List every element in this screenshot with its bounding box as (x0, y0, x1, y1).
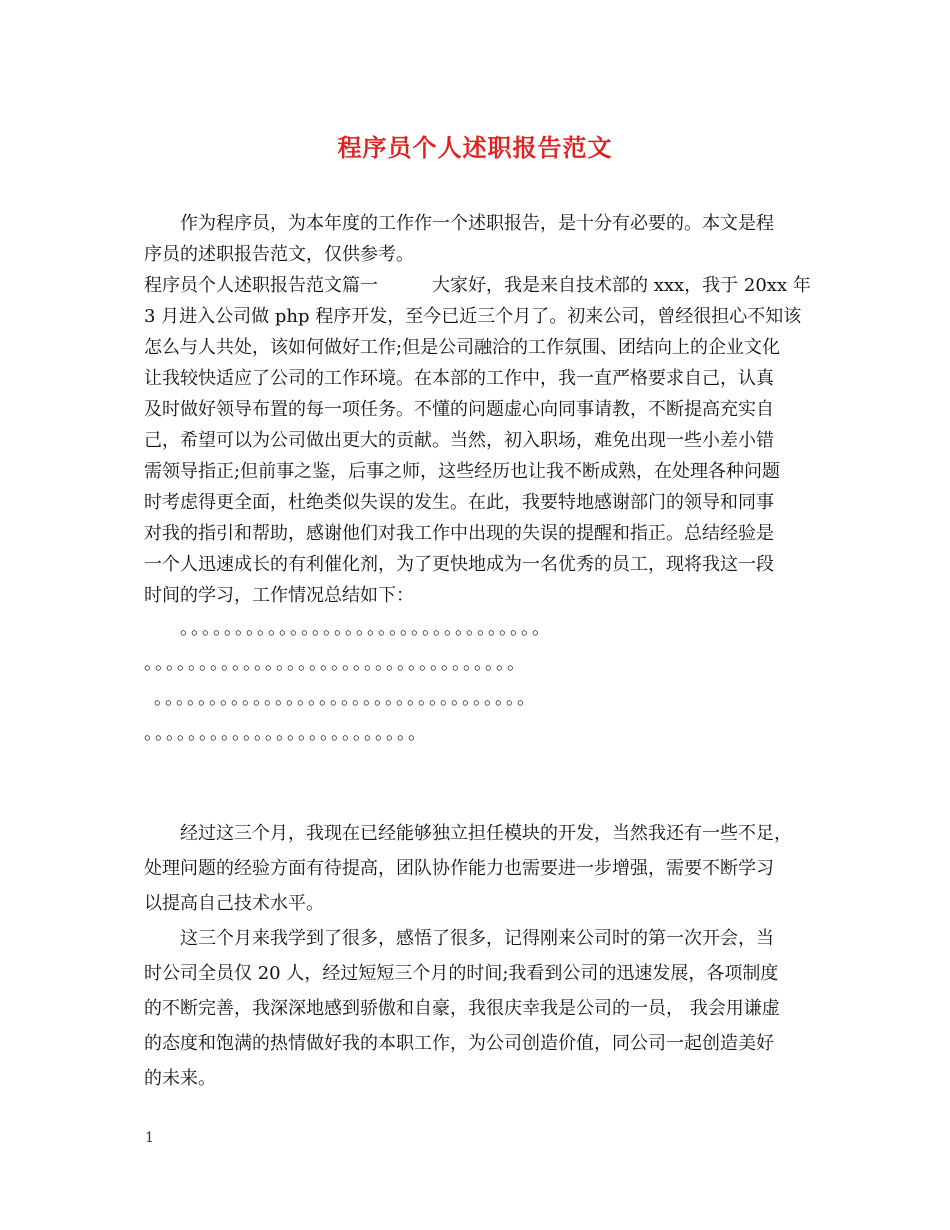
body-line: 己，希望可以为公司做出更大的贡献。当然，初入职场，难免出现一些小差小错 (144, 430, 774, 451)
body-line: 3 月进入公司做 php 程序开发，至今已近三个月了。初来公司，曾经很担心不知该 (144, 306, 802, 327)
body-line: 怎么与人共处，该如何做好工作;但是公司融洽的工作氛围、团结向上的企业文化 (144, 337, 781, 358)
body-line: 经过这三个月，我现在已经能够独立担任模块的开发，当然我还有一些不足， (180, 823, 792, 844)
body-line: 让我较快适应了公司的工作环境。在本部的工作中，我一直严格要求自己，认真 (144, 368, 774, 389)
ellipsis-line: 。。。。。。。。。。。。。。。。。。。。。。。。。。。。。。。。。 (180, 618, 552, 639)
ellipsis-line: 。。。。。。。。。。。。。。。。。。。。。。。。。 (144, 723, 428, 744)
body-line: 及时做好领导布置的每一项任务。不懂的问题虚心向同事请教，不断提高充实自 (144, 399, 774, 420)
body-line: 处理问题的经验方面有待提高，团队协作能力也需要进一步增强，需要不断学习 (144, 858, 774, 879)
body-line: 对我的指引和帮助，感谢他们对我工作中出现的失误的提醒和指正。总结经验是 (144, 523, 774, 544)
document-body-section-2 (144, 816, 812, 1096)
document-title: 程序员个人述职报告范文 (337, 133, 613, 162)
body-line: 时间的学习，工作情况总结如下： (144, 585, 414, 606)
page-number: 1 (145, 1130, 154, 1146)
intro-line: 作为程序员，为本年度的工作作一个述职报告，是十分有必要的。本文是程 (180, 213, 774, 234)
body-line: 时考虑得更全面，杜绝类似失误的发生。在此，我要特地感谢部门的领导和同事 (144, 492, 774, 513)
body-line: 的不断完善，我深深地感到骄傲和自豪，我很庆幸我是公司的一员， 我会用谦虚 (144, 998, 780, 1019)
body-line: 的未来。 (144, 1068, 216, 1089)
body-line: 这三个月来我学到了很多，感悟了很多，记得刚来公司时的第一次开会，当 (180, 928, 774, 949)
body-line: 需领导指正;但前事之鉴，后事之师，这些经历也让我不断成熟，在处理各种问题 (144, 461, 781, 482)
body-line: 一个人迅速成长的有利催化剂，为了更快地成为一名优秀的员工，现将我这一段 (144, 554, 774, 575)
ellipsis-line: 。。。。。。。。。。。。。。。。。。。。。。。。。。。。。。。。。。 (144, 653, 527, 674)
body-line: 时公司全员仅 20 人，经过短短三个月的时间;我看到公司的迅速发展，各项制度 (144, 963, 779, 984)
document-body-section-1 (144, 208, 812, 751)
body-line: 以提高自己技术水平。 (144, 893, 324, 914)
body-line: 的态度和饱满的热情做好我的本职工作，为公司创造价值，同公司一起创造美好 (144, 1033, 774, 1054)
intro-line: 序员的述职报告范文，仅供参考。 (144, 244, 414, 265)
body-line: 程序员个人述职报告范文篇一 大家好，我是来自技术部的 xxx，我于 20xx 年 (144, 275, 811, 296)
ellipsis-line: 。。。。。。。。。。。。。。。。。。。。。。。。。。。。。。。。。。 (154, 688, 537, 709)
